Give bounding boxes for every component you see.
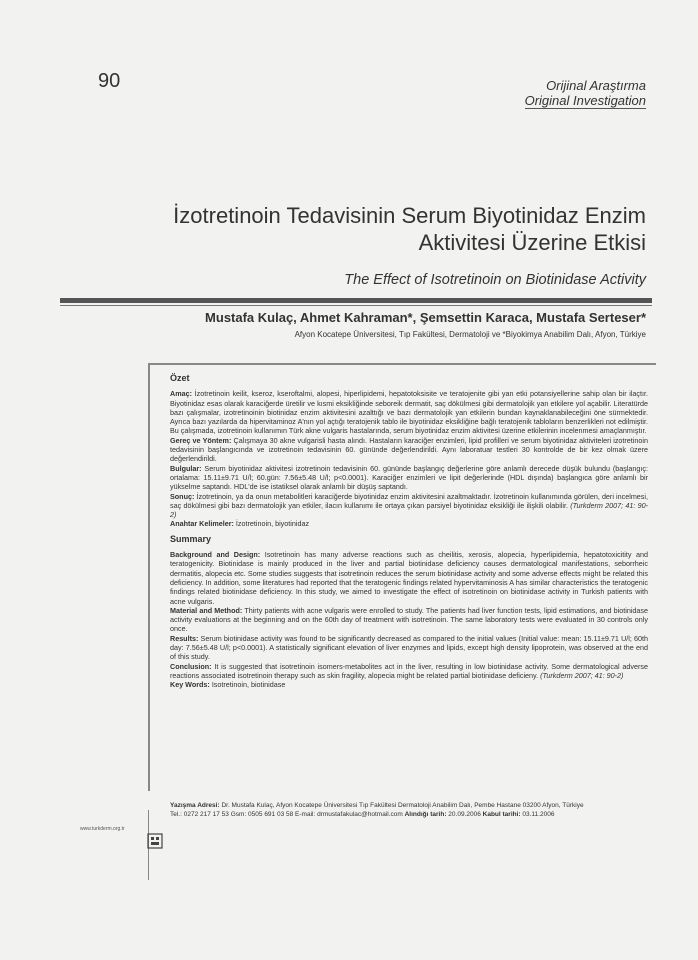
summary-background: Background and Design: Isotretinoin has many adverse reactions such as cheilitis, xerosis, alopecia, hyperlipidemia, hepatotoxicitity and teratogenicity. Biotinidase is mainly produced in the liver and partial biotinidase deficiency causes dermatological manifestations, seborrheic dermatitis, alopecia etc. Some studies suggests that isotretinoin reduces the serum biotinidase activity and some adverse effects might be related this deficiency. In addition, some literatures had reported that the teratogenic findings related hypervitaminosis A has similar characteristics the teratogenic findings related biotinidase deficiency. In this study, we aimed to investigate the effect of isotretinoin on biotinidase activity in Turkish patients with acne vulgaris. [170, 550, 648, 606]
correspondence-line-1: Yazışma Adresi: Dr. Mustafa Kulaç, Afyon Kocatepe Üniversitesi Tıp Fakültesi Dermatoloji Anabilim Dalı, Pembe Hastane 03200 Afyon, Türkiye [170, 802, 584, 809]
journal-logo-icon [146, 831, 164, 851]
summary-results: Results: Serum biotinidase activity was found to be significantly decreased as compared to the initial values (Initial value: mean: 15.11±9.71 U/l; 60th day: 7.56±5.48 U/l; p<0.0001). A statistically significant elevation of liver enzymes and lipids, except high density lipoprotein, was observed at the end of this study. [170, 633, 648, 662]
article-subtitle: The Effect of Isotretinoin on Biotinidase Activity [344, 272, 646, 288]
summary-method: Material and Method: Thirty patients with acne vulgaris were enrolled to study. The patients had liver function tests, lipid estimations, and biotinidase activity evaluations at the beginning and on the 60th day of treatment with isotretinoin. The same laboratory tests were evaluated in 30 controls only once. [170, 605, 649, 634]
journal-url: www.turkderm.org.tr [80, 826, 125, 832]
summary-keywords: Key Words: Isotretinoin, biotinidase [170, 680, 286, 690]
ozet-gerec: Gereç ve Yöntem: Çalışmaya 30 akne vulgarisli hasta alındı. Hastaların karaciğer enzimleri, lipid profilleri ve serum biyotinidaz aktiviteleri izotretinoin tedavisinin başlangıcında ve izotretinoin tedavisinin 60. gününde değerlendirildi. Aynı laboratuar testleri 30 kontrolde de bir kez olmak üzere değerlendirildi. [170, 435, 648, 464]
page-number: 90 [98, 70, 121, 92]
article-title [126, 202, 646, 256]
ozet-bulgular: Bulgular: Serum biyotinidaz aktivitesi izotretinoin tedavisinin 60. gününde başlangıç değerlerine göre anlamlı derecede düşük bulundu (başlangıç: ortalama: 15.11±9.71 U/l; 60.gün: 7.56±5.48 U/l; p<0.0001). Karaciğer enzimleri ve lipit değerlerinde (HDL dışında) başlangıca göre anlamlı bir yükselme saptandı. HDL'de ise istatiksel olarak anlamlı bir düşüş saptandı. [170, 463, 648, 492]
title-rule [60, 298, 652, 303]
summary-conclusion: Conclusion: It is suggested that isotretinoin isomers-metabolites act in the liver, resulting in low biotinidase activity. Some dermatological adverse reactions associated isotretinoin therapy such as skin fragility, alopecia might be related partial biotinidase deficieny. (Turkderm 2007; 41: 90-2) [170, 661, 648, 680]
section-tag [525, 78, 646, 109]
affiliation: Afyon Kocatepe Üniversitesi, Tıp Fakültesi, Dermatoloji ve *Biyokimya Anabilim Dalı, Afyon, Türkiye [294, 330, 646, 339]
title-line-2: Aktivitesi Üzerine Etkisi [418, 230, 646, 255]
correspondence [170, 801, 648, 819]
section-en: Original Investigation [524, 93, 646, 108]
summary-heading: Summary [170, 533, 212, 544]
authors: Mustafa Kulaç, Ahmet Kahraman*, Şemsettin Karaca, Mustafa Serteser* [205, 310, 646, 325]
title-line-1: İzotretinoin Tedavisinin Serum Biyotinidaz Enzim [173, 203, 646, 228]
title-rule-thin [60, 305, 652, 306]
ozet-heading: Özet [170, 373, 190, 383]
abstract [170, 374, 648, 690]
ozet-amac: Amaç: İzotretinoin keilit, kseroz, kseroftalmi, alopesi, hiperlipidemi, hepatotoksisite ve teratojenite gibi yan etki potansiyellerine sahip olan bir ilaçtır. Biyotinidaz esas olarak karaciğerde üretilir ve kısmi eksikliğinde seboreik dermatit, saç dökülmesi gibi dermatolojik yan etkilere yol açabilir. Literatürde bazı çalışmalar, izotretinoinin biotinidaz enzim aktivitesini azalttığı ve bazı dermatolojik yan etkilerin bundan kaynaklanabileceğini öne sürmektedir. Ayrıca bazı yazılarda da hipervitaminoz A'nın yol açtığı teratojenik tablo ile biyotinidaz eksikliğine bağlı teratojenik tabloların benzerlikleri not edilmiştir. Bu çalışmada, izotretinoin kullanımın Türk akne vulgaris hastalarında, serum biyotinidaz enzim aktivitesi üzerine etkilerinin incelenmesi amaçlanmıştır. [170, 389, 649, 436]
section-tr: Orijinal Araştırma [546, 78, 646, 93]
ozet-sonuc: Sonuç: İzotretinoin, ya da onun metabolitleri karaciğerde biyotinidaz enzim aktivitesini azaltmaktadır. İzotretinoin kullanımında görülen, deri incelmesi, saç dökülmesi gibi bazı dermatolojik yan etkiler, ilacın kullanımı ile ortaya çıkan parsiyel biyotinidaz eksikliği ile ilişkili olabilir. (Turkderm 2007; 41: 90-2) [170, 491, 649, 520]
ozet-keywords: Anahtar Kelimeler: İzotretinoin, biyotinidaz [170, 519, 310, 529]
correspondence-line-2: Tel.: 0272 217 17 53 Gsm: 0505 691 03 58 E-mail: drmustafakulac@hotmail.com Alındığı tarih: 20.09.2006 Kabul tarihi: 03.11.2006 [170, 811, 555, 818]
